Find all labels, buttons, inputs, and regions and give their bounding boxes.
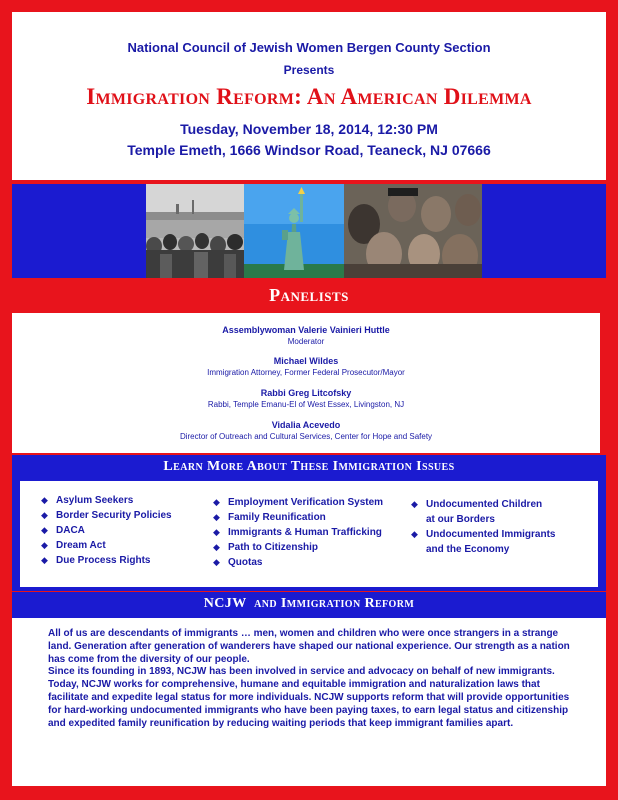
panelist-role: Immigration Attorney, Former Federal Prosecutor/Mayor <box>207 368 405 377</box>
learn-more-band <box>12 455 606 479</box>
presents-label: Presents <box>283 63 335 77</box>
list-item: ◆ Path to Citizenship <box>213 542 318 553</box>
ncjw-heading: NCJW and Immigration Reform <box>203 596 415 611</box>
panelist-name: Rabbi Greg Litcofsky <box>260 388 352 398</box>
ncjw-section <box>12 618 606 786</box>
list-item: ◆ Asylum Seekers <box>41 495 134 506</box>
diamond-bullet-icon: ◆ <box>41 555 48 565</box>
panelist-role: Director of Outreach and Cultural Services, Center for Hope and Safety <box>179 432 433 441</box>
issues-column-3 <box>410 497 555 557</box>
immigrant-family-photo <box>344 184 482 278</box>
issues-column-1 <box>40 493 172 568</box>
list-item: ◆ Dream Act <box>41 540 106 551</box>
panelist-name: Vidalia Acevedo <box>271 420 341 430</box>
list-item: ◆ Border Security Policies <box>41 510 172 521</box>
event-location: Temple Emeth, 1666 Windsor Road, Teaneck, NJ 07666 <box>127 142 491 158</box>
issues-column-2 <box>212 495 383 570</box>
diamond-bullet-icon: ◆ <box>41 510 48 520</box>
diamond-bullet-icon: ◆ <box>41 495 48 505</box>
event-title: Immigration Reform: An American Dilemma <box>86 84 532 109</box>
panelist-role: Rabbi, Temple Emanu-El of West Essex, Livingston, NJ <box>207 400 405 409</box>
panelist-2 <box>12 355 600 379</box>
diamond-bullet-icon: ◆ <box>41 525 48 535</box>
diamond-bullet-icon: ◆ <box>213 497 220 507</box>
list-item: ◆ Employment Verification System <box>213 497 384 508</box>
photo-band <box>12 184 606 278</box>
diamond-bullet-icon: ◆ <box>41 540 48 550</box>
list-item: and the Economy <box>426 544 510 555</box>
diamond-bullet-icon: ◆ <box>411 529 418 539</box>
panelists-heading: Panelists <box>269 285 349 305</box>
diamond-bullet-icon: ◆ <box>213 557 220 567</box>
list-item: ◆ Due Process Rights <box>41 555 151 566</box>
ncjw-band <box>12 592 606 618</box>
list-item: ◆ Quotas <box>213 557 263 568</box>
issues-section <box>20 481 598 587</box>
list-item: ◆ Undocumented Children <box>411 499 543 510</box>
diamond-bullet-icon: ◆ <box>213 512 220 522</box>
organization-name: National Council of Jewish Women Bergen County Section <box>127 40 491 55</box>
event-date: Tuesday, November 18, 2014, 12:30 PM <box>180 121 438 137</box>
panelist-4 <box>12 419 600 443</box>
diamond-bullet-icon: ◆ <box>411 499 418 509</box>
immigrants-ship-photo <box>146 184 244 278</box>
statue-of-liberty-photo <box>244 184 344 278</box>
panelist-name: Assemblywoman Valerie Vainieri Huttle <box>222 325 390 335</box>
panelist-1 <box>12 324 600 348</box>
list-item: ◆ DACA <box>41 525 85 536</box>
diamond-bullet-icon: ◆ <box>213 542 220 552</box>
list-item: at our Borders <box>426 514 495 525</box>
list-item: ◆ Family Reunification <box>213 512 326 523</box>
list-item: ◆ Immigrants & Human Trafficking <box>213 527 382 538</box>
panelist-role: Moderator <box>287 337 325 346</box>
ncjw-body-text: All of us are descendants of immigrants … men, women and children who were once strangers in a strange land. Generation after generation of wanderers have shaped our national experience. Our strength as a nation has come from the diversity of our people. Since its founding in 1893, NCJW has been involved in service and advocacy on behalf of new immigrants. Today, NCJW works for comprehensive, humane and equitable immigration and naturalization laws that facilitate and expedite legal status for more individuals. NCJW supports reform that will provide opportunities for hard-working undocumented immigrants who have been paying taxes, to earn legal status and citizenship and expedited family reunification by reducing waiting periods that keep immigrant families apart. <box>48 628 570 729</box>
learn-more-heading: Learn More About These Immigration Issues <box>163 459 455 474</box>
panelist-name: Michael Wildes <box>273 356 339 366</box>
list-item: ◆ Undocumented Immigrants <box>411 529 556 540</box>
header-section <box>12 12 606 180</box>
panelist-3 <box>12 387 600 411</box>
panelists-section <box>12 313 600 453</box>
diamond-bullet-icon: ◆ <box>213 527 220 537</box>
